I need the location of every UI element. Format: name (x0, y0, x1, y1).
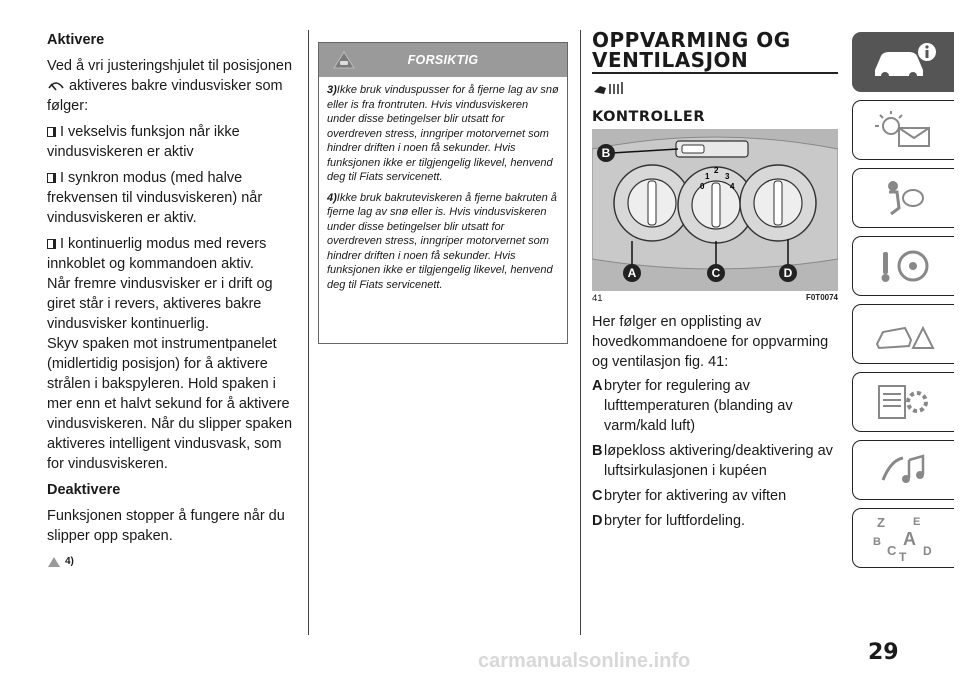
watermark: carmanualsonline.info (478, 650, 691, 672)
bullet-item: I vekselvis funksjon når ikke vindusviskeren er aktiv (47, 124, 240, 160)
paragraph-activate (47, 56, 299, 116)
caution-header (319, 43, 567, 77)
caution-box (318, 42, 568, 344)
caution-car-icon (47, 556, 61, 568)
list-item: B løpekloss aktivering/deaktivering av luftsirkulasjonen i kupéen (592, 443, 833, 479)
paragraph-washer: Skyv spaken mot instrumentpanelet (midlertidig posisjon) for å aktivere strålen i bakspyleren. Hold spaken i mer enn et halvt sekund for å aktivere vindusviskeren. Når du slipper spaken aktiveres intelligent vindusvask, som for vindusviskeren. (47, 336, 293, 472)
bullet-item: I synkron modus (med halve frekvensen til vindusviskeren) når vindusviskeren er aktiv. (47, 170, 263, 226)
paragraph-reverse: Når fremre vindusvisker er i drift og giret står i revers, aktiveres bakre vindusvisker kontinuerlig. (47, 276, 273, 332)
left-column (47, 30, 299, 572)
index-icon (869, 513, 939, 563)
bullet-icon (47, 173, 56, 183)
service-gear-icon (869, 382, 939, 422)
heating-control-panel-illustration (592, 129, 838, 291)
subsection-title: KONTROLLER (592, 109, 705, 125)
tab-index[interactable] (852, 508, 954, 568)
page-number: 29 (868, 640, 899, 665)
label-d: D (783, 266, 793, 280)
paragraph-deactivate: Funksjonen stopper å fungere når du slipper opp spaken. (47, 508, 285, 544)
bullet-icon (47, 127, 56, 137)
label-c: C (711, 266, 721, 280)
column-divider (308, 30, 309, 635)
paragraph-activate-b: aktiveres bakre vindusvisker som følger: (47, 78, 283, 114)
note-reference: 4) (47, 552, 299, 572)
list-item: C bryter for aktivering av viften (592, 488, 787, 504)
dial-number: 2 (714, 166, 719, 175)
tab-maintenance[interactable] (852, 372, 954, 432)
steering-key-icon (869, 246, 939, 286)
figure-number: 41 (592, 293, 603, 304)
svg-text:E: E (912, 516, 920, 528)
dial-number: 0 (700, 182, 705, 191)
dial-number: 3 (725, 172, 730, 181)
figure-controls (592, 129, 838, 291)
svg-text:Z: Z (876, 515, 885, 530)
svg-text:B: B (872, 536, 881, 548)
tab-safety[interactable] (852, 168, 954, 228)
right-column (592, 30, 838, 536)
caution-title: FORSIKTIG (407, 53, 479, 67)
bullet-item: I kontinuerlig modus med revers innkoblet og kommandoen aktiv. (47, 236, 267, 272)
intro-paragraph: Her følger en opplisting av hovedkommandoene for oppvarming og ventilasjon fig. 41: (592, 314, 829, 370)
tab-multimedia[interactable] (852, 440, 954, 500)
bullet-icon (47, 239, 56, 249)
label-a: A (627, 266, 637, 280)
svg-text:A: A (902, 529, 916, 549)
caution-body (319, 77, 567, 292)
caution-note: 4)Ikke bruk bakruteviskeren å fjerne bakruten å fjerne lag av snø eller is. Hvis vindusviskeren under disse betingelser blir utsatt for overdreven stress, inngriper motorvernet som hindrer driften i noen få sekunder. Hvis funksjonen ikke er tilgjengelig likevel, henvend deg til Fiats servicenett. (327, 191, 557, 291)
media-icon (869, 450, 939, 490)
car-info-icon (869, 42, 939, 82)
figure-code: F0T0074 (805, 293, 838, 302)
tab-starting[interactable] (852, 236, 954, 296)
section-title: OPPVARMING OG VENTILASJON (592, 28, 791, 72)
caution-note: 3)Ikke bruk vinduspusser for å fjerne lag av snø eller is fra frontruten. Hvis vindusviskeren under disse betingelser blir utsatt for overdreven stress, inngriper motorvernet som hindrer driften i noen få sekunder. Hvis funksjonen ikke er tilgjengelig likevel, henvend deg til Fiats servicenett. (327, 84, 559, 183)
svg-text:D: D (922, 544, 932, 558)
paragraph-activate-a: Ved å vri justeringshjulet til posisjonen (47, 58, 293, 74)
label-b: B (601, 146, 611, 160)
column-divider (580, 30, 581, 635)
svg-text:T: T (898, 550, 906, 563)
warning-lights-icon (869, 110, 939, 150)
list-item: D bryter for luftfordeling. (592, 513, 746, 529)
title-rule (592, 72, 838, 74)
dial-number: 1 (705, 172, 710, 181)
accident-icon (869, 314, 939, 354)
heading-activate: Aktivere (47, 32, 105, 48)
dial-number: 4 (730, 182, 735, 191)
chapter-tabs (852, 32, 954, 576)
tab-warning-lights[interactable] (852, 100, 954, 160)
list-item: A bryter for regulering av lufttemperaturen (blanding av varm/kald luft) (592, 378, 793, 434)
svg-text:C: C (886, 543, 896, 558)
heading-deactivate: Deaktivere (47, 482, 121, 498)
rear-wiper-icon (47, 79, 65, 91)
airbag-icon (869, 178, 939, 218)
climate-control-icon (592, 80, 632, 98)
tab-emergency[interactable] (852, 304, 954, 364)
figure-caption (592, 293, 838, 304)
tab-car-info[interactable] (852, 32, 954, 92)
